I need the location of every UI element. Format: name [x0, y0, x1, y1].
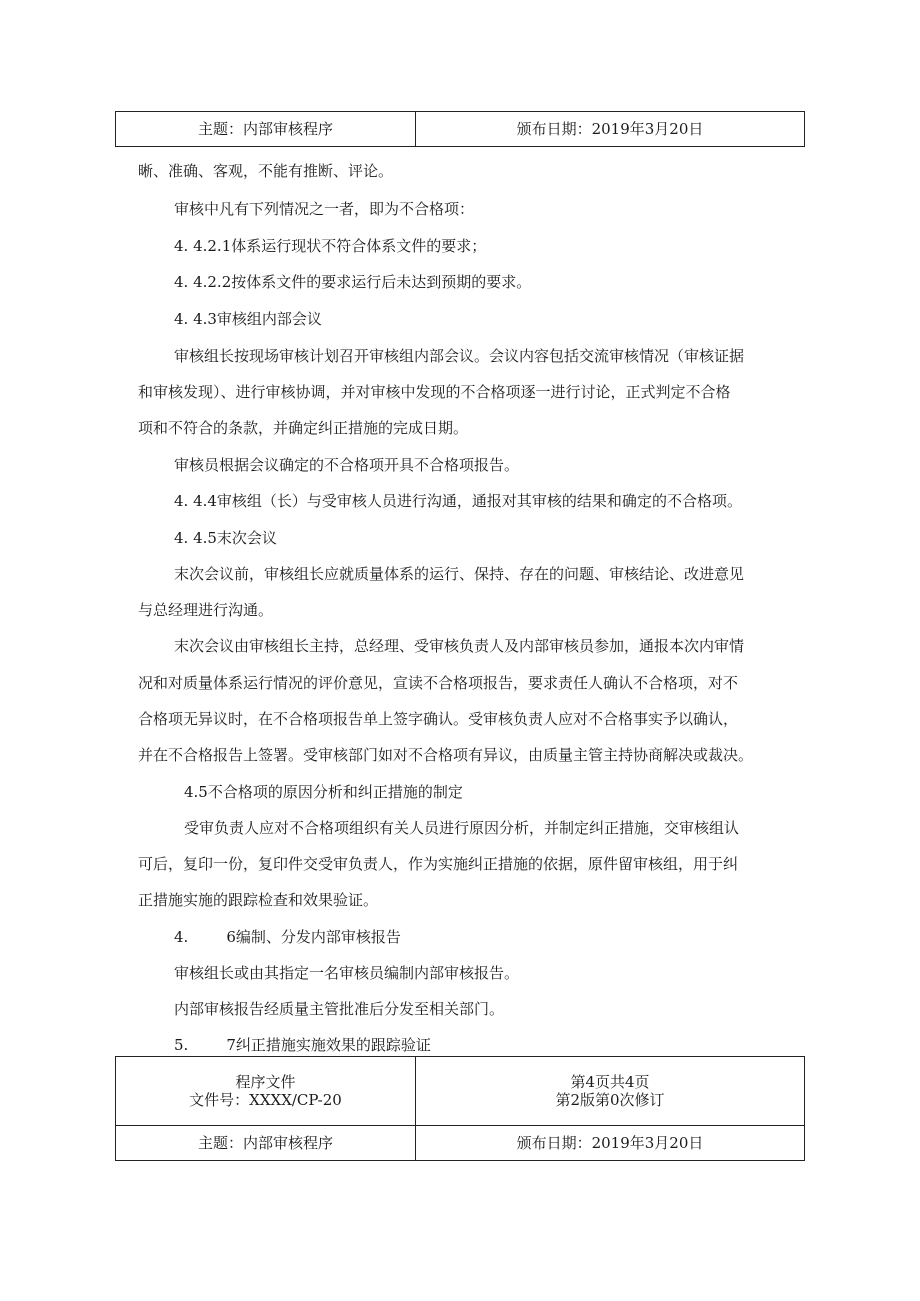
paragraph-line: 内部审核报告经质量主管批准后分发至相关部门。: [174, 1000, 505, 1018]
page-info-cell: 第4页共4页: [416, 1057, 805, 1092]
paragraph-line: 项和不符合的条款，并确定纠正措施的完成日期。: [138, 419, 469, 437]
clause-4-4-2-1: 4. 4.2.1体系运行现状不符合体系文件的要求；: [174, 237, 487, 255]
clause-4-4-2-2: 4. 4.2.2按体系文件的要求运行后未达到预期的要求。: [174, 273, 532, 291]
paragraph-line: 审核中凡有下列情况之一者，即为不合格项：: [174, 200, 475, 218]
doc-type-cell: 程序文件: [116, 1057, 416, 1092]
clause-4-4-4: 4. 4.4审核组（长）与受审核人员进行沟通，通报对其审核的结果和确定的不合格项。: [174, 492, 742, 510]
section-title: 6编制、分发内部审核报告: [226, 928, 401, 946]
header-subject: 主题：内部审核程序: [116, 112, 416, 147]
section-title: 7纠正措施实施效果的跟踪验证: [226, 1036, 431, 1054]
paragraph-line: 审核组长按现场审核计划召开审核组内部会议。会议内容包括交流审核情况（审核证据: [174, 347, 745, 365]
paragraph-line: 可后，复印一份，复印件交受审负责人，作为实施纠正措施的依据，原件留审核组，用于纠: [138, 855, 739, 873]
section-heading-7: [174, 1035, 431, 1055]
paragraph-line: 并在不合格报告上签署。受审核部门如对不合格项有异议，由质量主管主持协商解决或裁决。: [138, 746, 754, 764]
footer-table: [115, 1056, 805, 1161]
paragraph-line: 审核员根据会议确定的不合格项开具不合格项报告。: [174, 456, 520, 474]
paragraph-line: 受审负责人应对不合格项组织有关人员进行原因分析，并制定纠正措施，交审核组认: [184, 819, 740, 837]
header-date: 颁布日期：2019年3月20日: [416, 112, 805, 147]
footer-subject-cell: 主题：内部审核程序: [116, 1126, 416, 1161]
section-heading-4-5: 4.5不合格项的原因分析和纠正措施的制定: [184, 783, 463, 801]
section-number: 4.: [174, 928, 189, 946]
paragraph-line: 正措施实施的跟踪检查和效果验证。: [138, 891, 379, 909]
section-number: 5.: [174, 1036, 189, 1054]
footer-date-cell: 颁布日期：2019年3月20日: [416, 1126, 805, 1161]
paragraph-line: 末次会议前，审核组长应就质量体系的运行、保持、存在的问题、审核结论、改进意见: [174, 565, 745, 583]
revision-cell: 第2版第0次修订: [416, 1091, 805, 1126]
file-number-cell: 文件号：XXXX/CP-20: [116, 1091, 416, 1126]
paragraph-line: 审核组长或由其指定一名审核员编制内部审核报告。: [174, 964, 520, 982]
section-heading-6: [174, 927, 401, 947]
paragraph-line: 和审核发现）、进行审核协调，并对审核中发现的不合格项逐一进行讨论，正式判定不合格: [138, 383, 731, 401]
paragraph-line: 与总经理进行沟通。: [138, 601, 274, 619]
section-heading-4-4-3: 4. 4.3审核组内部会议: [174, 310, 322, 328]
section-heading-4-4-5: 4. 4.5末次会议: [174, 529, 277, 547]
paragraph-line: 晰、准确、客观，不能有推断、评论。: [138, 162, 394, 180]
paragraph-line: 合格项无异议时，在不合格项报告单上签字确认。受审核负责人应对不合格事实予以确认，: [138, 710, 739, 728]
paragraph-line: 末次会议由审核组长主持，总经理、受审核负责人及内部审核员参加，通报本次内审情: [174, 637, 745, 655]
paragraph-line: 况和对质量体系运行情况的评价意见，宣读不合格项报告，要求责任人确认不合格项，对不: [138, 674, 739, 692]
